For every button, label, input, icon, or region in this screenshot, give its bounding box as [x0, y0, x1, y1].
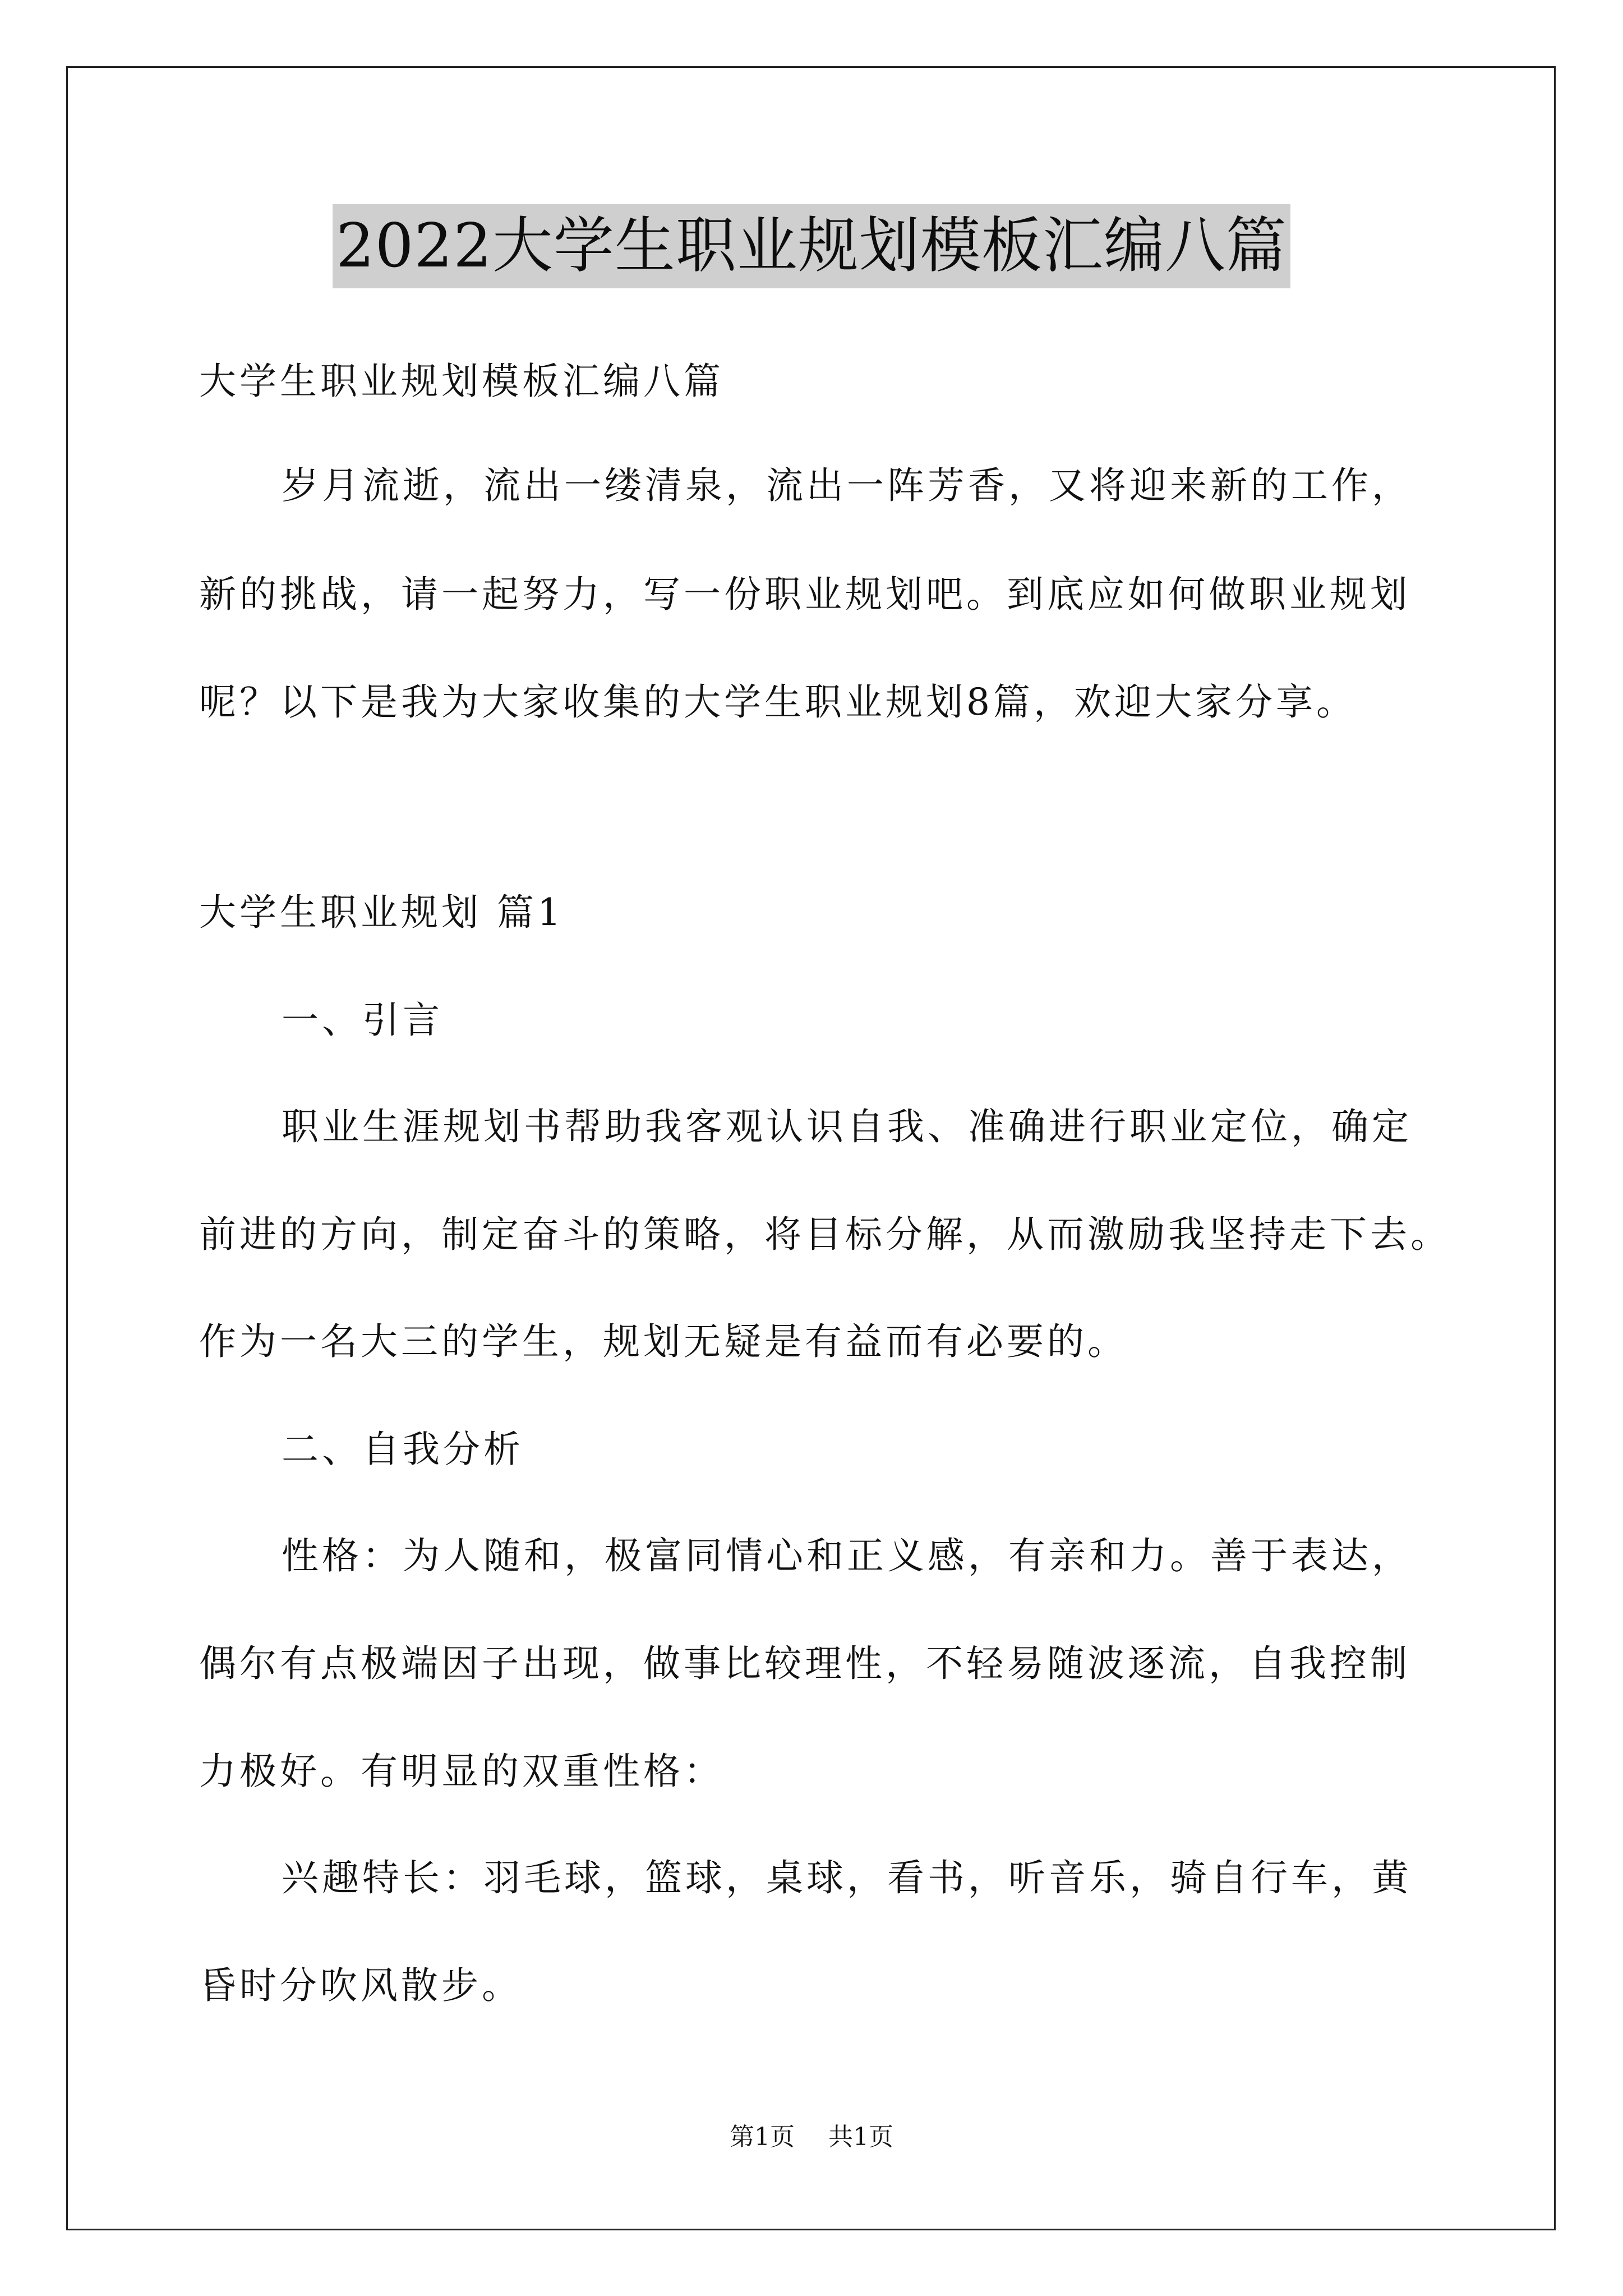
paragraph-line: 偶尔有点极端因子出现，做事比较理性，不轻易随波逐流，自我控制: [199, 1642, 1410, 1685]
section-heading: 大学生职业规划 篇1: [199, 891, 564, 934]
paragraph-line: 呢？以下是我为大家收集的大学生职业规划8篇，欢迎大家分享。: [199, 680, 1357, 724]
paragraph-line: 作为一名大三的学生，规划无疑是有益而有必要的。: [199, 1320, 1128, 1363]
page-number-current: 第1页: [730, 2123, 795, 2151]
paragraph-line: 新的挑战，请一起努力，写一份职业规划吧。到底应如何做职业规划: [199, 573, 1410, 616]
paragraph-line: 职业生涯规划书帮助我客观认识自我、准确进行职业定位，确定: [282, 1105, 1412, 1148]
paragraph-line: 兴趣特长：羽毛球，篮球，桌球，看书，听音乐，骑自行车，黄: [282, 1856, 1412, 1899]
page-number-total: 共1页: [828, 2123, 893, 2151]
document-title: 2022大学生职业规划模板汇编八篇: [333, 204, 1290, 288]
paragraph-line: 力极好。有明显的双重性格：: [199, 1750, 724, 1793]
page-footer: [0, 2122, 1623, 2153]
paragraph-line: 性格：为人随和，极富同情心和正义感，有亲和力。善于表达，: [282, 1534, 1412, 1577]
paragraph-line: 昏时分吹风散步。: [199, 1964, 522, 2007]
subtitle-line: 大学生职业规划模板汇编八篇: [199, 360, 724, 403]
paragraph-line: 前进的方向，制定奋斗的策略，将目标分解，从而激励我坚持走下去。: [199, 1213, 1451, 1256]
paragraph-line: 岁月流逝，流出一缕清泉，流出一阵芳香，又将迎来新的工作，: [282, 464, 1412, 507]
subsection-heading: 一、引言: [282, 999, 443, 1042]
title-container: [0, 204, 1623, 288]
subsection-heading: 二、自我分析: [282, 1428, 524, 1471]
